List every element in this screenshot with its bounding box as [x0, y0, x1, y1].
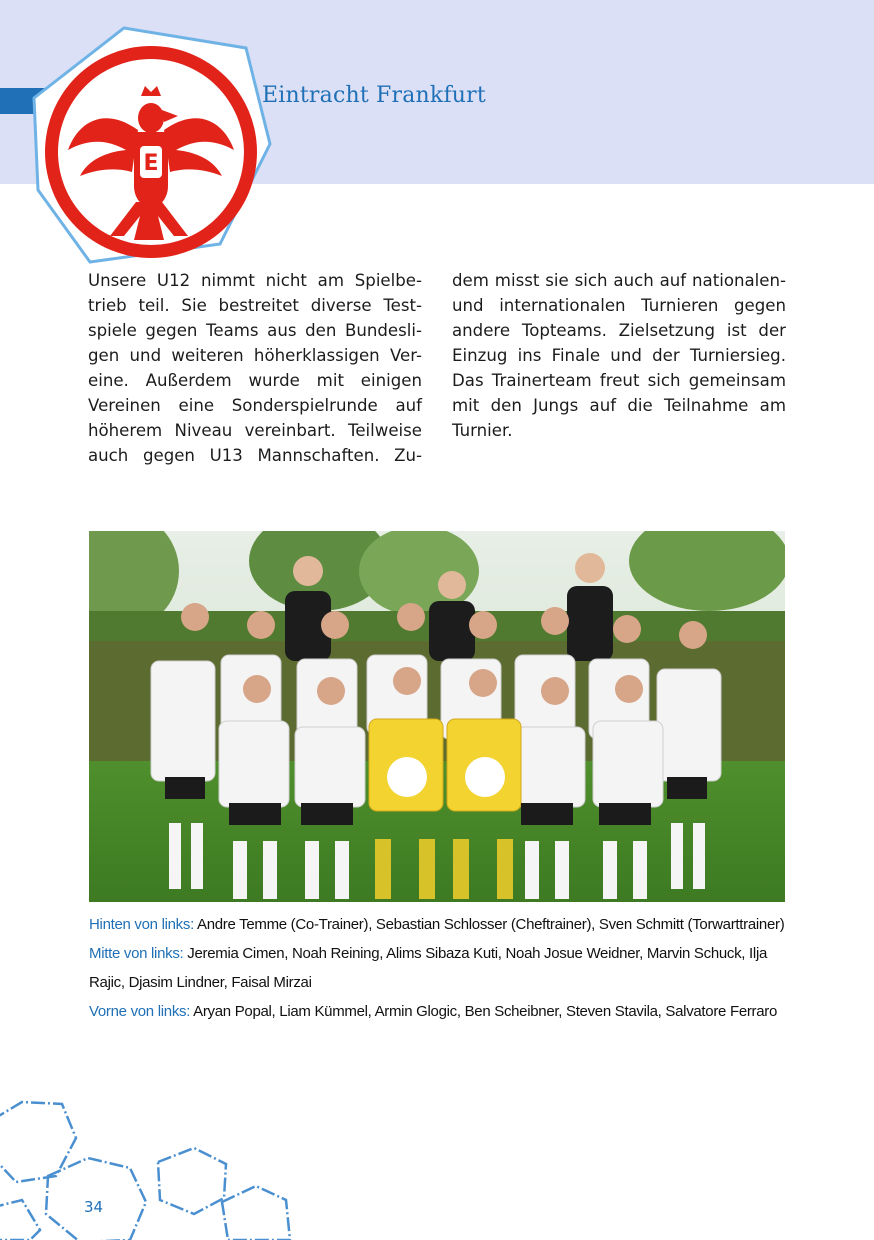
page-number: 34: [84, 1198, 104, 1216]
photo-caption: [89, 910, 789, 1026]
caption-names-middle: Jeremia Cimen, Noah Reining, Alims Sibaza Kuti, Noah Josue Weidner, Marvin Schuck, Ilja: [187, 945, 768, 962]
caption-row-front: [89, 997, 789, 1026]
intro-line: Einzug ins Finale und der Turniersieg.: [452, 346, 786, 365]
intro-column-right: [452, 268, 786, 443]
intro-line: auch gegen U13 Mannschaften. Zu-: [88, 446, 422, 465]
intro-line: Das Trainerteam freut sich gemeinsam: [452, 371, 786, 390]
intro-line: mit den Jungs auf die Teilnahme am: [452, 396, 786, 415]
intro-line: höherem Niveau vereinbart. Teilweise: [88, 421, 422, 440]
caption-names-back: Andre Temme (Co-Trainer), Sebastian Schlosser (Cheftrainer), Sven Schmitt (Torwarttrainer): [197, 916, 785, 933]
team-photo: [89, 531, 785, 902]
intro-line: Unsere U12 nimmt nicht am Spielbe-: [88, 271, 422, 290]
intro-line: Turnier.: [452, 421, 513, 440]
intro-line: dem misst sie sich auch auf nationalen-: [452, 271, 786, 290]
intro-line: spiele gegen Teams aus den Bundesli-: [88, 321, 422, 340]
intro-column-left: [88, 268, 422, 468]
hexagon-pattern-decoration: [0, 1090, 300, 1240]
caption-label-back: Hinten von links:: [89, 916, 194, 933]
caption-names-front: Aryan Popal, Liam Kümmel, Armin Glogic, Ben Scheibner, Steven Stavila, Salvatore Ferraro: [193, 1003, 778, 1020]
caption-row-middle: [89, 939, 789, 968]
eintracht-eagle-crest-icon: [24, 26, 274, 266]
intro-line: trieb teil. Sie bestreitet diverse Test-: [88, 296, 422, 315]
intro-line: andere Topteams. Zielsetzung ist der: [452, 321, 786, 340]
intro-line: und internationalen Turnieren gegen: [452, 296, 786, 315]
caption-row-middle-cont: [89, 968, 789, 997]
caption-label-front: Vorne von links:: [89, 1003, 191, 1020]
svg-text:E: E: [143, 151, 159, 176]
intro-line: eine. Außerdem wurde mit einigen: [88, 371, 422, 390]
intro-line: Vereinen eine Sonderspielrunde auf: [88, 396, 422, 415]
intro-line: gen und weiteren höherklassigen Ver-: [88, 346, 422, 365]
club-name-heading: Eintracht Frankfurt: [262, 83, 486, 108]
caption-row-back: [89, 910, 789, 939]
caption-label-middle: Mitte von links:: [89, 945, 184, 962]
caption-names-middle-cont: Rajic, Djasim Lindner, Faisal Mirzai: [89, 974, 312, 991]
